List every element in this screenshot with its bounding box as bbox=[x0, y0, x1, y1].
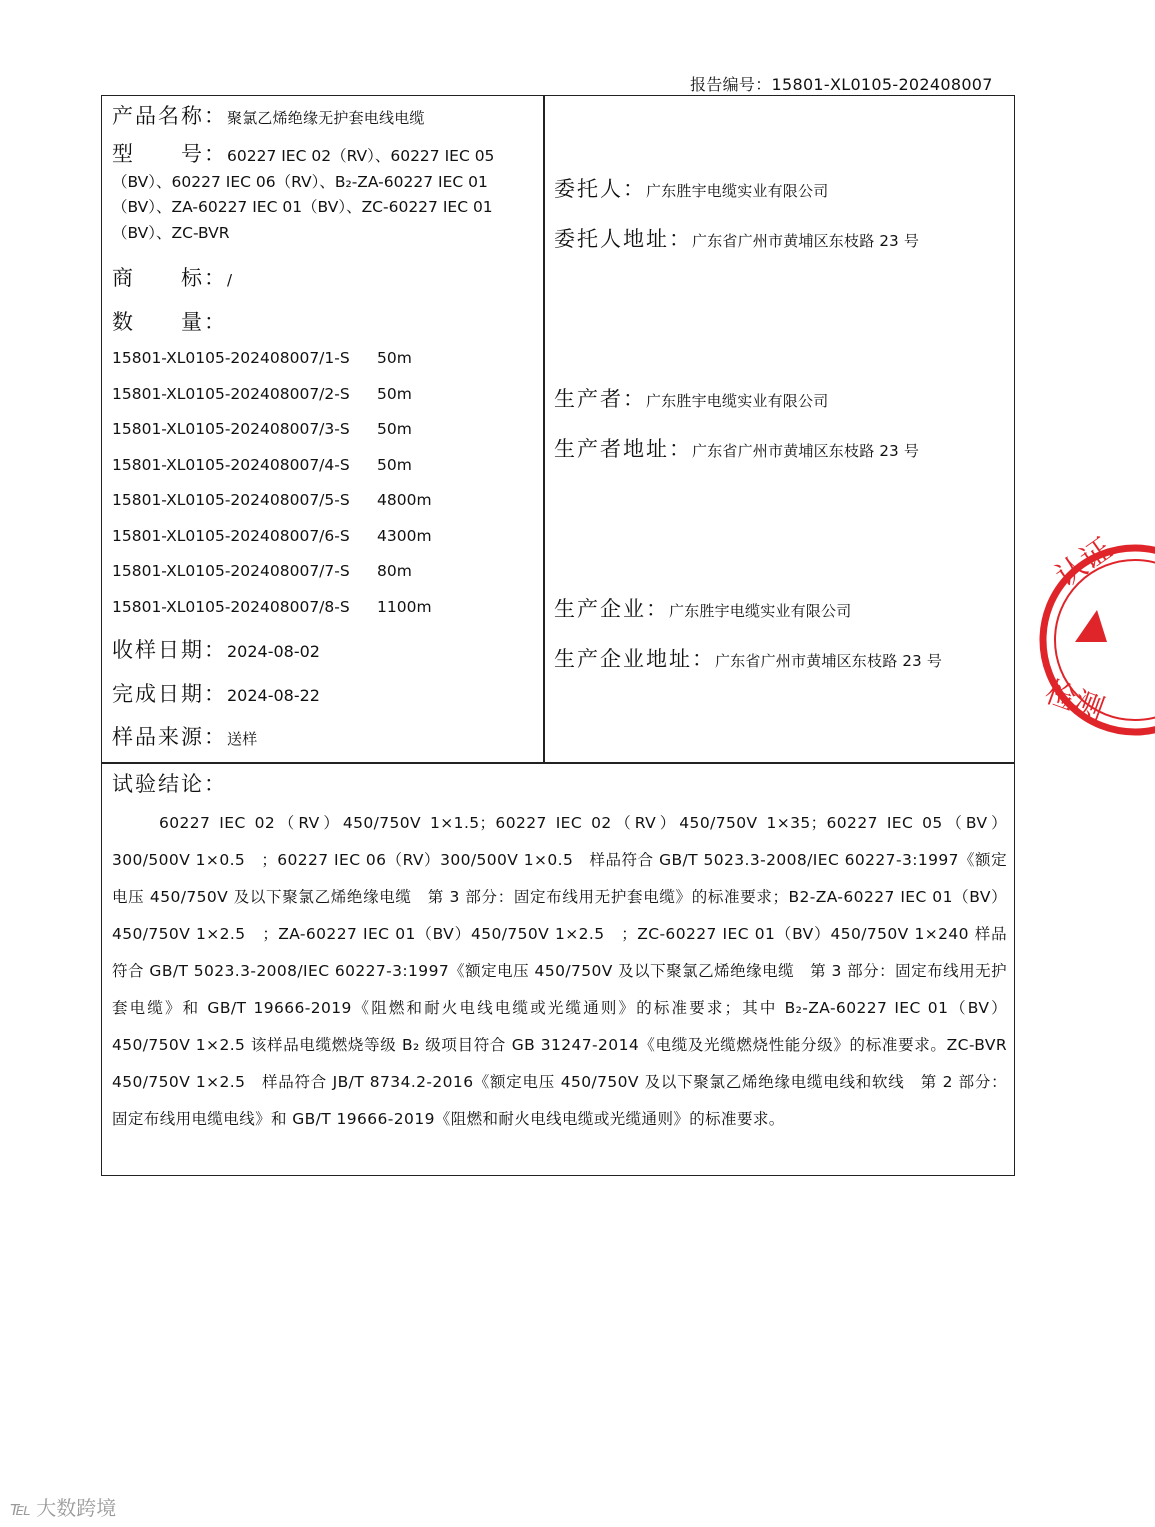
quantity-row bbox=[112, 385, 412, 403]
client-value: 广东胜宇电缆实业有限公司 bbox=[646, 182, 829, 200]
sample-amount: 50m bbox=[377, 349, 412, 367]
client-label: 委托人： bbox=[554, 177, 646, 201]
manufacturer-address-field bbox=[554, 643, 942, 673]
sample-source-label: 样品来源： bbox=[112, 725, 227, 749]
report-table bbox=[101, 95, 1015, 1176]
sample-amount: 1100m bbox=[377, 598, 432, 616]
watermark-logo-icon: ℡ bbox=[10, 1496, 31, 1520]
product-name-field bbox=[112, 100, 425, 130]
completed-date-label: 完成日期： bbox=[112, 682, 227, 706]
sample-source-value: 送样 bbox=[227, 730, 258, 748]
quantity-row bbox=[112, 491, 432, 509]
sample-id: 15801-XL0105-202408007/3-S bbox=[112, 420, 350, 438]
producer-label: 生产者： bbox=[554, 387, 646, 411]
quantity-row bbox=[112, 562, 412, 580]
trademark-label: 商 标： bbox=[112, 266, 227, 290]
sample-amount: 4800m bbox=[377, 491, 432, 509]
sample-amount: 4300m bbox=[377, 527, 432, 545]
inspection-stamp bbox=[1035, 530, 1155, 750]
producer-field bbox=[554, 383, 828, 413]
stamp-text-bottom: 检测 bbox=[1040, 674, 1109, 729]
received-date-label: 收样日期： bbox=[112, 638, 227, 662]
client-address-value: 广东省广州市黄埔区东枝路 23 号 bbox=[692, 232, 920, 250]
client-address-field bbox=[554, 223, 919, 253]
row-divider bbox=[102, 762, 1014, 764]
watermark-text: 大数跨境 bbox=[36, 1496, 117, 1520]
trademark-value: / bbox=[227, 271, 233, 289]
sample-id: 15801-XL0105-202408007/5-S bbox=[112, 491, 350, 509]
sample-id: 15801-XL0105-202408007/1-S bbox=[112, 349, 350, 367]
model-value: 60227 IEC 02（RV）、60227 IEC 05（BV）、60227 IEC 06（RV）、B₂-ZA-60227 IEC 01（BV）、ZA-60227 IEC 01（BV）、ZC-60227 IEC 01（BV）、ZC-BVR bbox=[112, 147, 495, 242]
column-divider bbox=[543, 96, 545, 763]
sample-id: 15801-XL0105-202408007/7-S bbox=[112, 562, 350, 580]
quantity-row bbox=[112, 598, 432, 616]
sample-amount: 80m bbox=[377, 562, 412, 580]
watermark bbox=[10, 1492, 116, 1521]
manufacturer-value: 广东胜宇电缆实业有限公司 bbox=[669, 602, 852, 620]
completed-date-field bbox=[112, 678, 320, 708]
conclusion-label: 试验结论： bbox=[112, 772, 227, 796]
sample-source-field bbox=[112, 721, 257, 751]
sample-amount: 50m bbox=[377, 456, 412, 474]
quantity-row bbox=[112, 420, 412, 438]
stamp-text-top: 认证 bbox=[1049, 531, 1119, 595]
sample-id: 15801-XL0105-202408007/4-S bbox=[112, 456, 350, 474]
sample-id: 15801-XL0105-202408007/2-S bbox=[112, 385, 350, 403]
quantity-row bbox=[112, 456, 412, 474]
manufacturer-address-value: 广东省广州市黄埔区东枝路 23 号 bbox=[715, 652, 943, 670]
product-name-label: 产品名称： bbox=[112, 104, 227, 128]
quantity-field bbox=[112, 306, 227, 336]
producer-value: 广东胜宇电缆实业有限公司 bbox=[646, 392, 829, 410]
manufacturer-address-label: 生产企业地址： bbox=[554, 647, 715, 671]
quantity-row bbox=[112, 527, 432, 545]
product-name-value: 聚氯乙烯绝缘无护套电线电缆 bbox=[227, 109, 425, 127]
report-number: 报告编号：15801-XL0105-202408007 bbox=[690, 75, 993, 94]
sample-amount: 50m bbox=[377, 420, 412, 438]
manufacturer-label: 生产企业： bbox=[554, 597, 669, 621]
received-date-value: 2024-08-02 bbox=[227, 642, 320, 661]
client-address-label: 委托人地址： bbox=[554, 227, 692, 251]
trademark-field bbox=[112, 262, 232, 292]
quantity-label: 数 量： bbox=[112, 310, 227, 334]
sample-amount: 50m bbox=[377, 385, 412, 403]
stamp-star-icon bbox=[1075, 610, 1107, 642]
sample-id: 15801-XL0105-202408007/8-S bbox=[112, 598, 350, 616]
model-label: 型 号： bbox=[112, 142, 227, 166]
sample-id: 15801-XL0105-202408007/6-S bbox=[112, 527, 350, 545]
model-field bbox=[112, 142, 536, 246]
producer-address-label: 生产者地址： bbox=[554, 437, 692, 461]
client-field bbox=[554, 173, 828, 203]
conclusion-text: 60227 IEC 02（RV）450/750V 1×1.5；60227 IEC 02（RV）450/750V 1×35；60227 IEC 05（BV）300/500V 1×0.5 ；60227 IEC 06（RV）300/500V 1×0.5 样品符合 GB/T 5023.3-2008/IEC 60227-3:1997《额定电压 450/750V 及以下聚氯乙烯绝缘电缆 第 3 部分：固定布线用无护套电缆》的标准要求；B2-ZA-60227 IEC 01（BV）450/750V 1×2.5 ；ZA-60227 IEC 01（BV）450/750V 1×2.5 ；ZC-60227 IEC 01（BV）450/750V 1×240 样品符合 GB/T 5023.3-2008/IEC 60227-3:1997《额定电压 450/750V 及以下聚氯乙烯绝缘电缆 第 3 部分：固定布线用无护套电缆》和 GB/T 19666-2019《阻燃和耐火电线电缆或光缆通则》的标准要求；其中 B₂-ZA-60227 IEC 01（BV）450/750V 1×2.5 该样品电缆燃烧等级 B₂ 级项目符合 GB 31247-2014《电缆及光缆燃烧性能分级》的标准要求。ZC-BVR 450/750V 1×2.5 样品符合 JB/T 8734.2-2016《额定电压 450/750V 及以下聚氯乙烯绝缘电缆电线和软线 第 2 部分：固定布线用电缆电线》和 GB/T 19666-2019《阻燃和耐火电线电缆或光缆通则》的标准要求。 bbox=[112, 814, 1007, 1128]
manufacturer-field bbox=[554, 593, 851, 623]
producer-address-value: 广东省广州市黄埔区东枝路 23 号 bbox=[692, 442, 920, 460]
received-date-field bbox=[112, 634, 320, 664]
producer-address-field bbox=[554, 433, 919, 463]
completed-date-value: 2024-08-22 bbox=[227, 686, 320, 705]
quantity-row bbox=[112, 349, 412, 367]
